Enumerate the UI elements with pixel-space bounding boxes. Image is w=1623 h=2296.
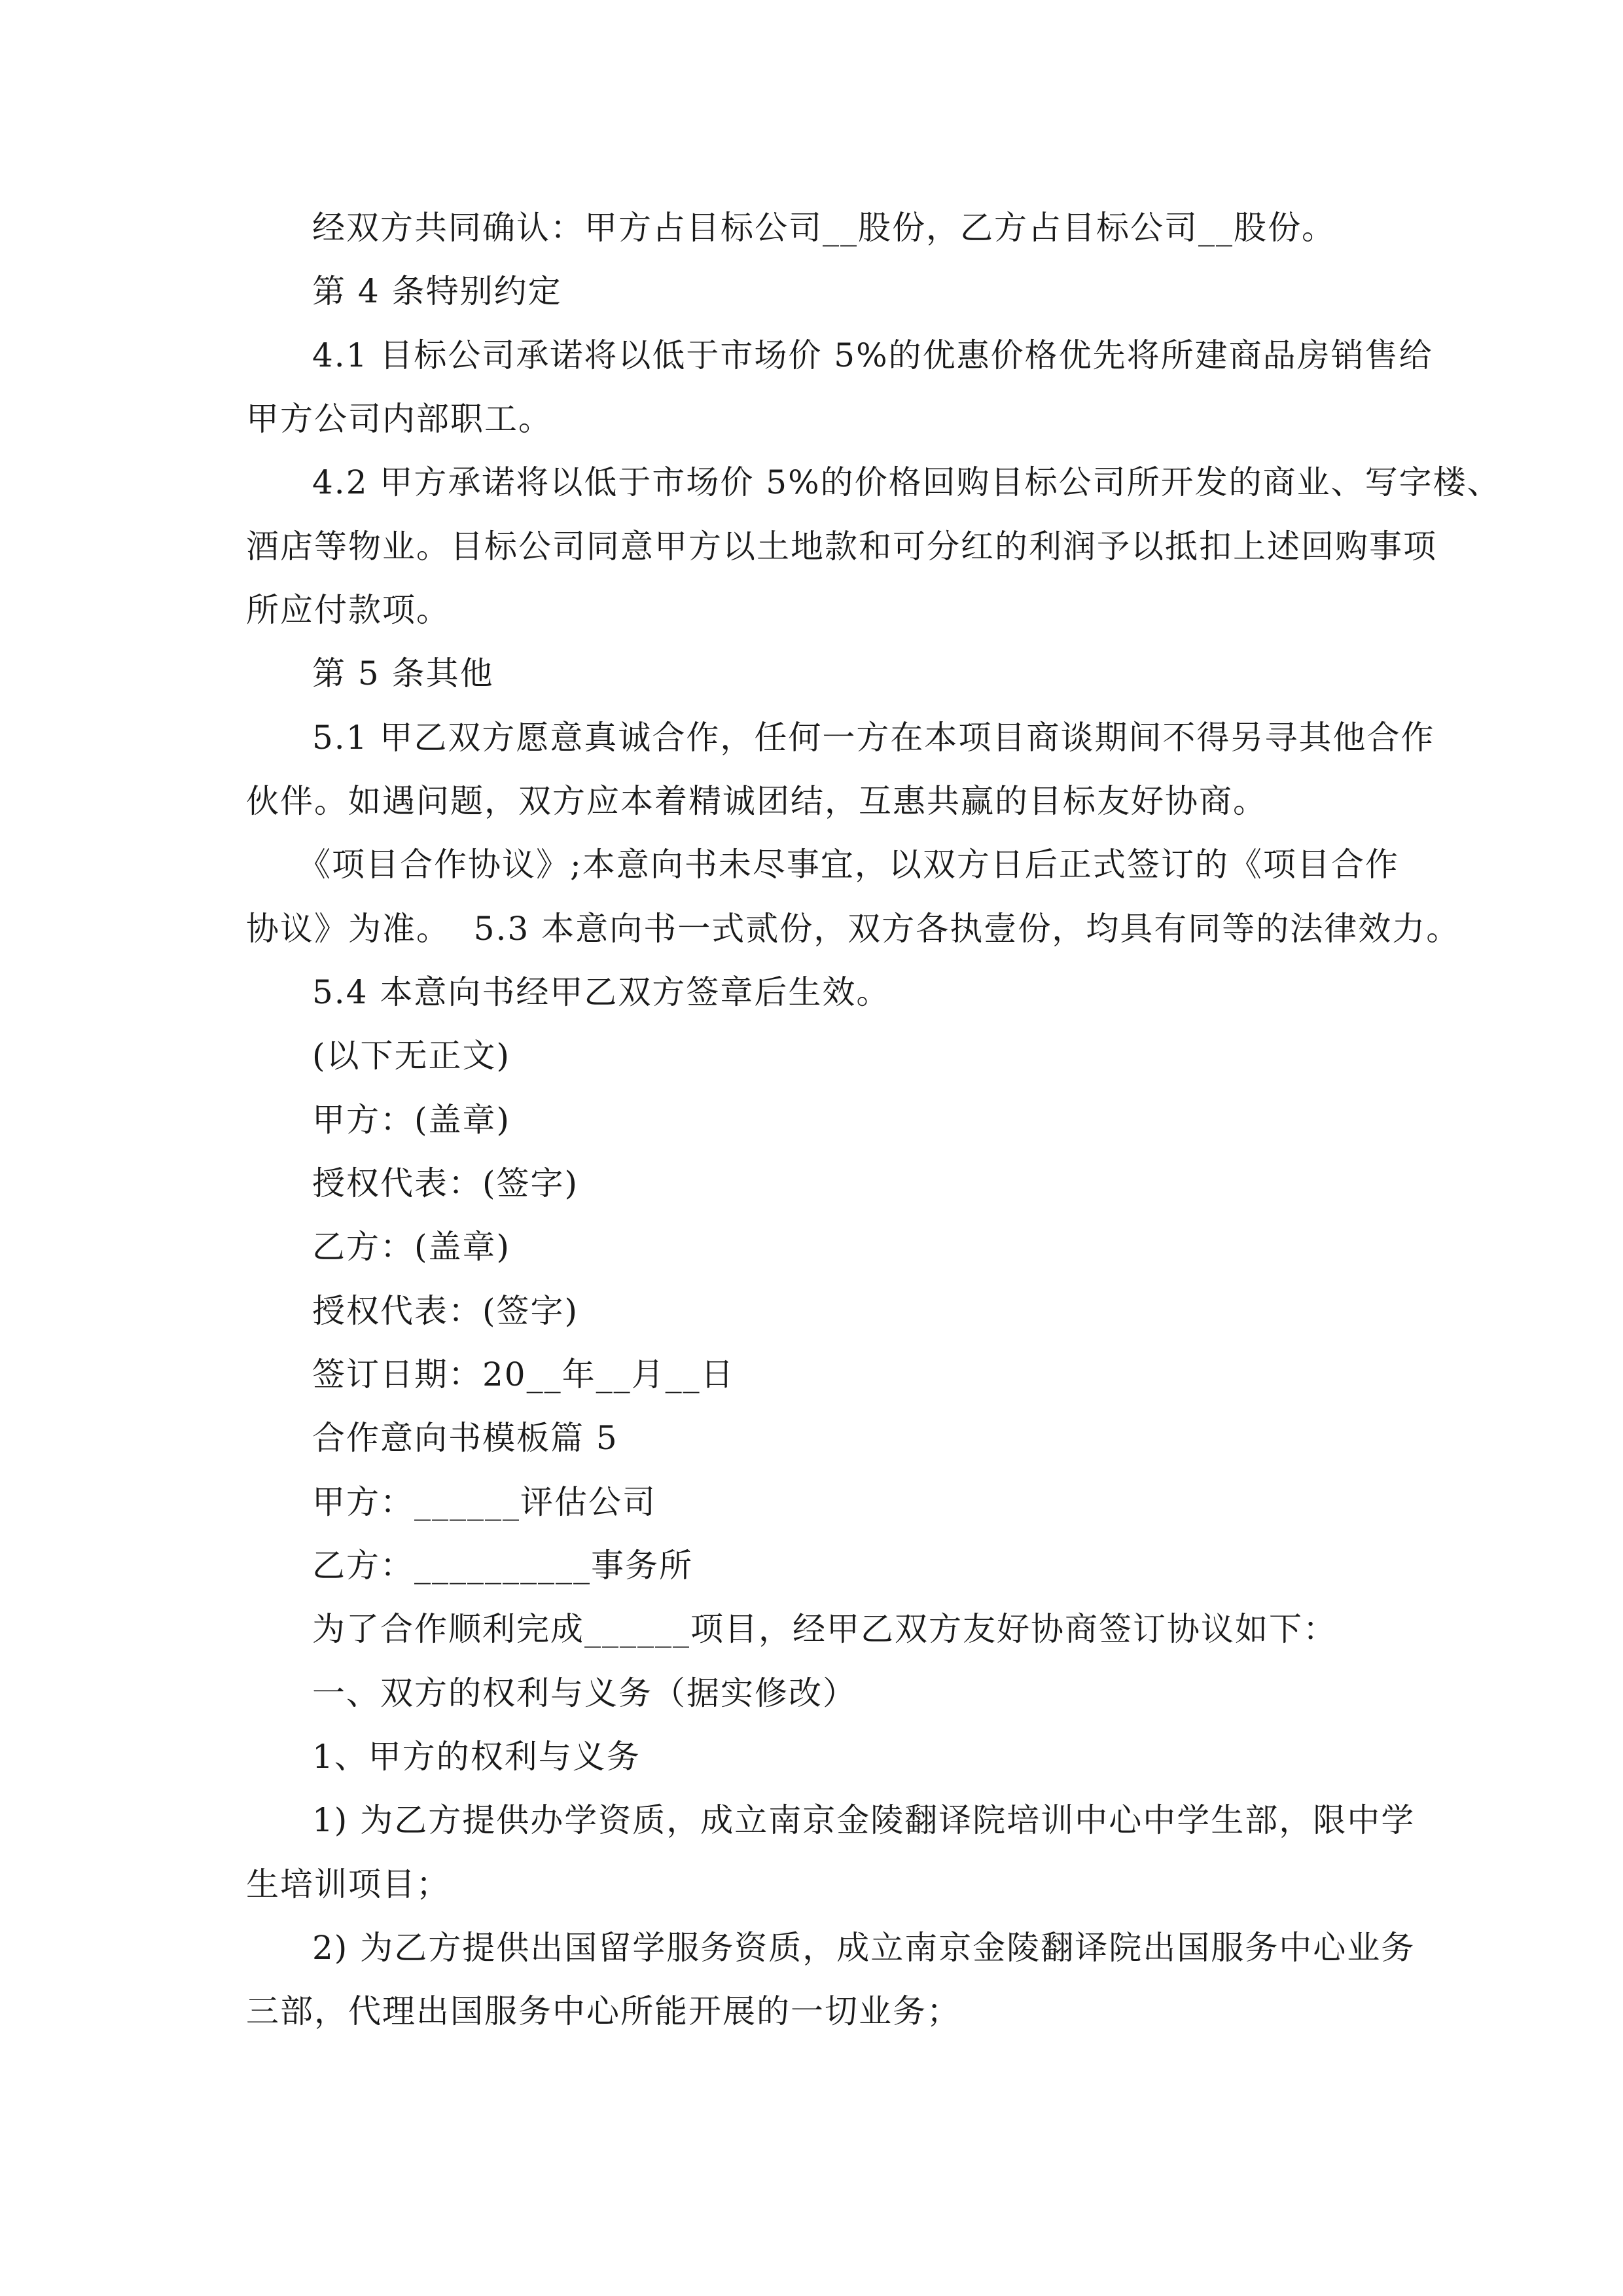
section-heading: 第 4 条特别约定 (312, 272, 562, 310)
paragraph-line: 生培训项目； (246, 1865, 450, 1903)
section-heading: 1、甲方的权利与义务 (312, 1738, 641, 1776)
paragraph-line: 甲方公司内部职工。 (246, 400, 552, 438)
paragraph-line: 所应付款项。 (246, 591, 450, 629)
paragraph-line: 4.2 甲方承诺将以低于市场价 5%的价格回购目标公司所开发的商业、写字楼、 (312, 463, 1501, 501)
signature-line: 授权代表：(签字) (312, 1164, 579, 1202)
paragraph-line: 2) 为乙方提供出国留学服务资质，成立南京金陵翻译院出国服务中心业务 (312, 1929, 1416, 1967)
paragraph-line: 酒店等物业。目标公司同意甲方以土地款和可分红的利润予以抵扣上述回购事项 (246, 528, 1437, 565)
section-heading: 第 5 条其他 (312, 655, 494, 692)
paragraph-line: 协议》为准。 5.3 本意向书一式贰份，双方各执壹份，均具有同等的法律效力。 (246, 910, 1461, 948)
party-line: 乙方：__________事务所 (312, 1547, 693, 1585)
signature-line: 甲方：(盖章) (312, 1101, 511, 1139)
paragraph-line: 5.4 本意向书经甲乙双方签章后生效。 (312, 973, 891, 1011)
signature-line: 乙方：(盖章) (312, 1228, 511, 1266)
paragraph-line: (以下无正文) (312, 1037, 511, 1075)
section-heading: 合作意向书模板篇 5 (312, 1419, 618, 1457)
paragraph-line: 4.1 目标公司承诺将以低于市场价 5%的优惠价格优先将所建商品房销售给 (312, 336, 1433, 374)
paragraph-line: 5.1 甲乙双方愿意真诚合作，任何一方在本项目商谈期间不得另寻其他合作 (312, 719, 1435, 757)
paragraph-line: 《项目合作协议》;本意向书未尽事宜，以双方日后正式签订的《项目合作 (298, 846, 1399, 884)
section-heading: 一、双方的权利与义务（据实修改） (312, 1674, 857, 1712)
paragraph-line: 三部，代理出国服务中心所能开展的一切业务； (246, 1992, 961, 2030)
signature-line: 授权代表：(签字) (312, 1292, 579, 1330)
paragraph-line: 经双方共同确认：甲方占目标公司__股份，乙方占目标公司__股份。 (312, 209, 1336, 247)
paragraph-line: 为了合作顺利完成______项目，经甲乙双方友好协商签订协议如下： (312, 1610, 1337, 1648)
party-line: 甲方：______评估公司 (312, 1483, 656, 1521)
paragraph-line: 伙伴。如遇问题，双方应本着精诚团结，互惠共赢的目标友好协商。 (246, 782, 1267, 820)
date-line: 签订日期：20__年__月__日 (312, 1355, 735, 1393)
paragraph-line: 1) 为乙方提供办学资质，成立南京金陵翻译院培训中心中学生部，限中学 (312, 1801, 1416, 1839)
